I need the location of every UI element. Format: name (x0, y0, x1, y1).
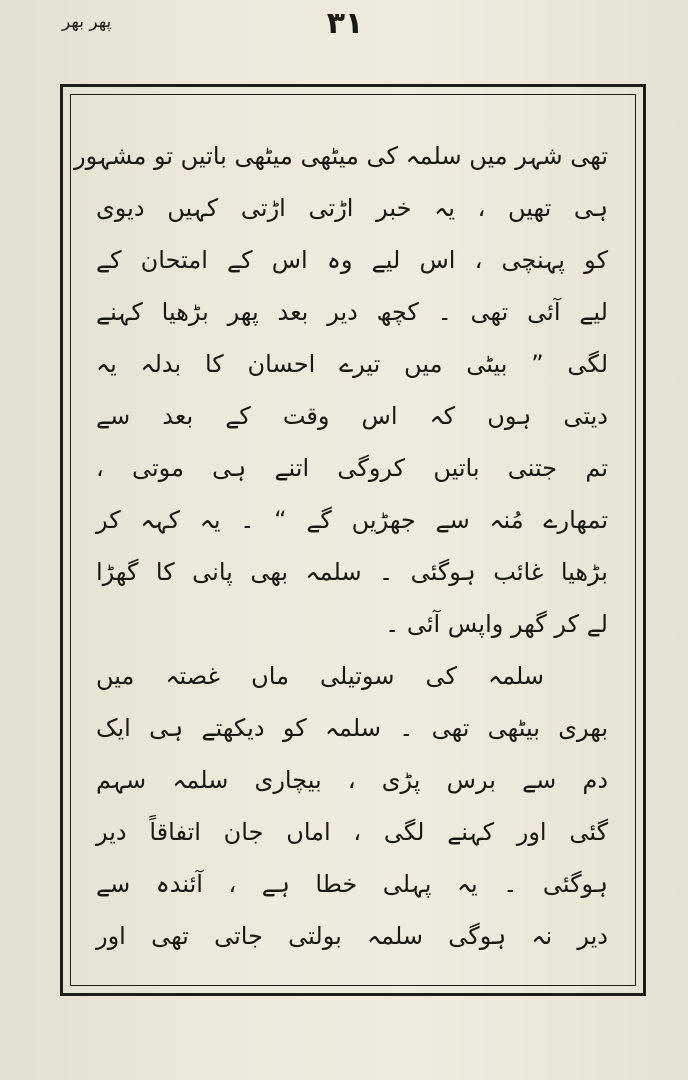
text-line: لگی ” بیٹی میں تیرے احسان کا بدلہ یہ (96, 350, 608, 378)
text-line: کو پہنچی ، اس لیے وہ اس کے امتحان کے (96, 246, 608, 274)
text-line: تم جتنی باتیں کروگی اتنے ہی موتی ، (96, 454, 608, 482)
text-line: ہی تھیں ، یہ خبر اڑتی اڑتی کہیں دیوی (96, 194, 608, 222)
text-line: گئی اور کہنے لگی ، اماں جان اتفاقاً دیر (96, 818, 608, 846)
text-line: تمھارے مُنہ سے جھڑیں گے “ ۔ یہ کہہ کر (96, 506, 608, 534)
running-header-title: پھر بھر (62, 12, 112, 32)
text-line: لیے آئی تھی ۔ کچھ دیر بعد پھر بڑھیا کہنے (96, 298, 608, 326)
body-text (74, 106, 608, 976)
text-line: دیر نہ ہوگی سلمہ بولتی جاتی تھی اور (96, 922, 608, 950)
text-line: لے کر گھر واپس آئی ۔ (385, 610, 608, 638)
text-line: دم سے برس پڑی ، بیچاری سلمہ سہم (96, 766, 608, 794)
page-number: ۳۱ (326, 6, 364, 41)
text-line: دیتی ہوں کہ اس وقت کے بعد سے (96, 402, 608, 430)
text-line-indented: سلمہ کی سوتیلی ماں غصتہ میں (96, 662, 544, 690)
text-line: بھری بیٹھی تھی ۔ سلمہ کو دیکھتے ہی ایک (96, 714, 608, 742)
text-line: تھی شہر میں سلمہ کی میٹھی میٹھی باتیں تو مشہور (74, 142, 608, 170)
text-line: ہوگئی ۔ یہ پہلی خطا ہے ، آئندہ سے (96, 870, 608, 898)
text-line: بڑھیا غائب ہوگئی ۔ سلمہ بھی پانی کا گھڑا (96, 558, 608, 586)
